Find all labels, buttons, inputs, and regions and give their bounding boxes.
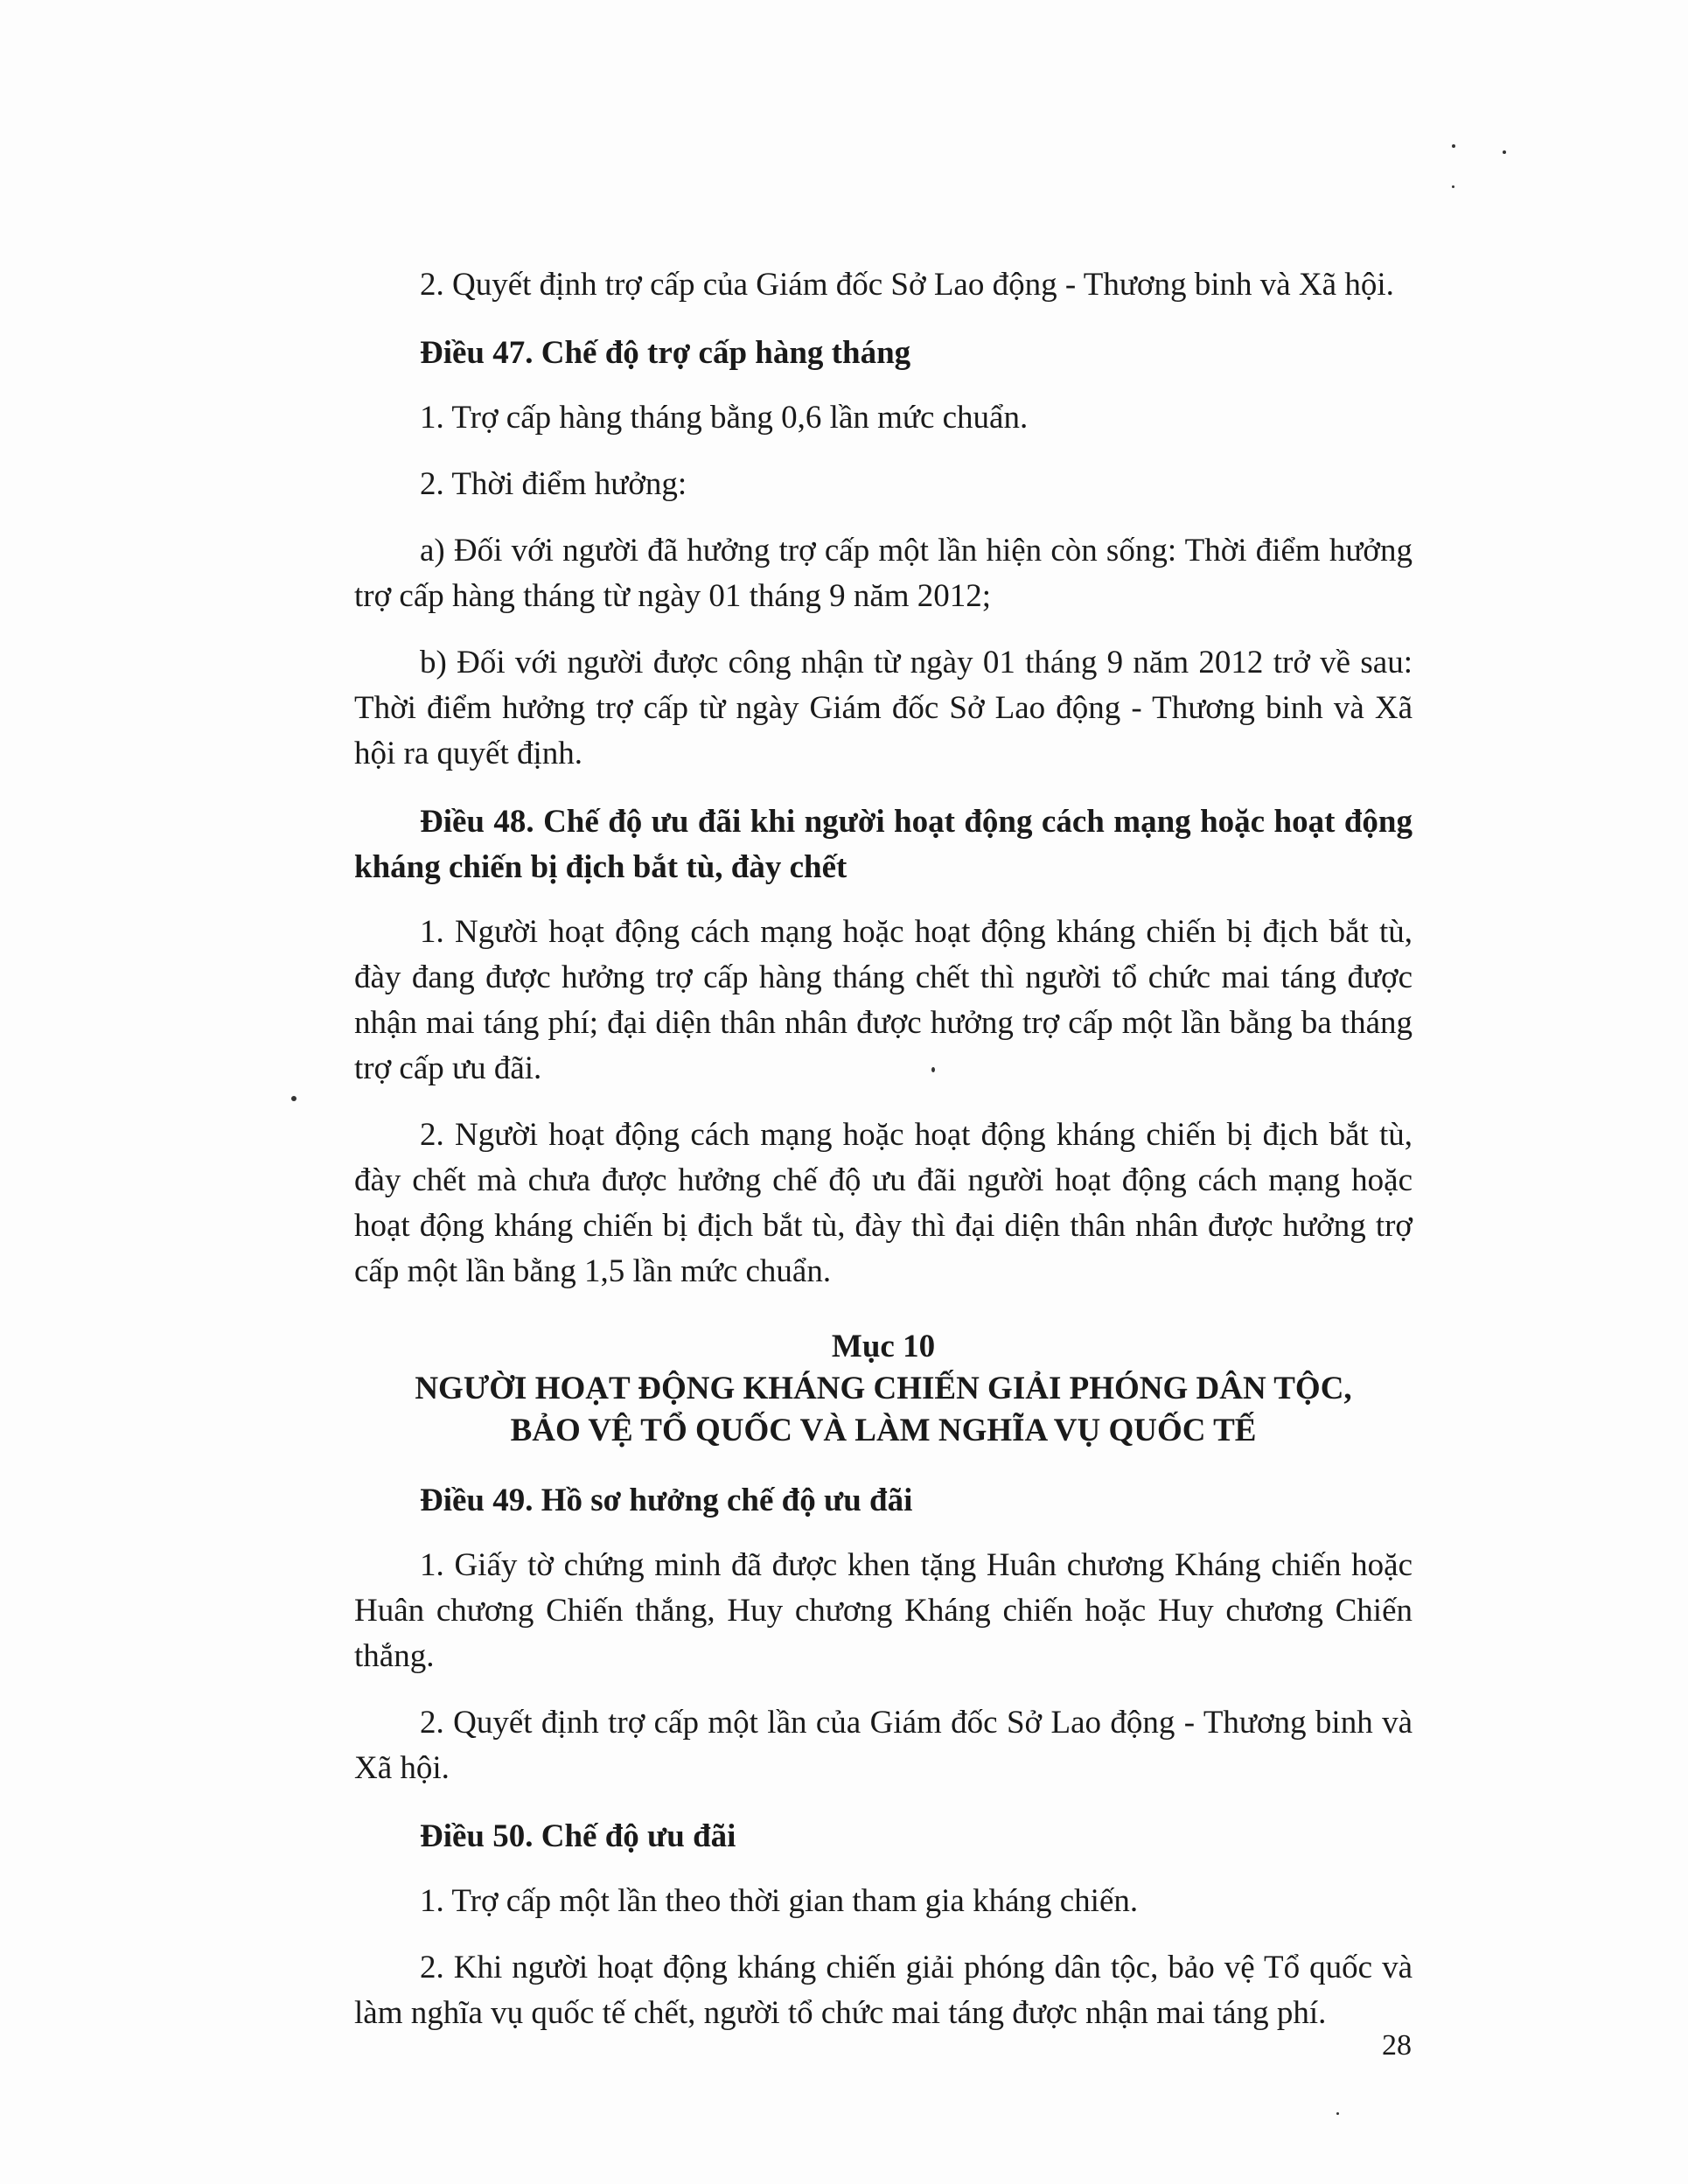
page-number: 28 [1382,2029,1412,2062]
scan-speck [1452,144,1455,148]
document-body [354,262,1412,2057]
article-50-paragraph-1: 1. Trợ cấp một lần theo thời gian tham gia kháng chiến. [420,1883,1139,1919]
scan-speck [1452,185,1454,188]
article-50-heading: Điều 50. Chế độ ưu đãi [420,1818,736,1854]
article-47-paragraph-b: b) Đối với người được công nhận từ ngày 01 tháng 9 năm 2012 trở về sau: Thời điểm hưởng trợ cấp từ ngày Giám đốc Sở Lao động - Thương binh và Xã hội ra quyết định. [354,645,1412,771]
section-title-line-2: BẢO VỆ TỔ QUỐC VÀ LÀM NGHĨA VỤ QUỐC TẾ [510,1413,1257,1448]
paragraph-decision: 2. Quyết định trợ cấp của Giám đốc Sở Lao động - Thương binh và Xã hội. [420,267,1394,303]
article-48-paragraph-1: 1. Người hoạt động cách mạng hoặc hoạt động kháng chiến bị địch bắt tù, đày đang được hưởng trợ cấp hàng tháng chết thì người tổ chức mai táng được nhận mai táng phí; đại diện thân nhân được hưởng trợ cấp một lần bằng ba tháng trợ cấp ưu đãi. [354,914,1412,1086]
section-label: Mục 10 [831,1329,936,1364]
article-50-paragraph-2: 2. Khi người hoạt động kháng chiến giải phóng dân tộc, bảo vệ Tổ quốc và làm nghĩa vụ quốc tế chết, người tổ chức mai táng được nhận mai táng phí. [354,1950,1412,2031]
scan-speck [291,1096,296,1101]
scan-speck [1503,150,1506,154]
article-47-paragraph-a: a) Đối với người đã hưởng trợ cấp một lần hiện còn sống: Thời điểm hưởng trợ cấp hàng tháng từ ngày 01 tháng 9 năm 2012; [354,533,1412,614]
article-47-paragraph-2: 2. Thời điểm hưởng: [420,466,687,502]
article-49-paragraph-2: 2. Quyết định trợ cấp một lần của Giám đốc Sở Lao động - Thương binh và Xã hội. [354,1705,1412,1786]
section-10-title [354,1326,1412,1452]
article-47-heading: Điều 47. Chế độ trợ cấp hàng tháng [420,335,911,371]
section-title-line-1: NGƯỜI HOẠT ĐỘNG KHÁNG CHIẾN GIẢI PHÓNG DÂN TỘC, [415,1371,1352,1406]
article-47-paragraph-1: 1. Trợ cấp hàng tháng bằng 0,6 lần mức chuẩn. [420,400,1029,436]
article-49-heading: Điều 49. Hồ sơ hưởng chế độ ưu đãi [420,1483,913,1518]
article-48-paragraph-2: 2. Người hoạt động cách mạng hoặc hoạt động kháng chiến bị địch bắt tù, đày chết mà chưa được hưởng chế độ ưu đãi người hoạt động cách mạng hoặc hoạt động kháng chiến bị địch bắt tù, đày thì đại diện thân nhân được hưởng trợ cấp một lần bằng 1,5 lần mức chuẩn. [354,1117,1412,1289]
article-48-heading: Điều 48. Chế độ ưu đãi khi người hoạt động cách mạng hoặc hoạt động kháng chiến bị địch bắt tù, đày chết [354,804,1412,885]
scan-speck [1336,2112,1339,2115]
article-49-paragraph-1: 1. Giấy tờ chứng minh đã được khen tặng Huân chương Kháng chiến hoặc Huân chương Chiến thắng, Huy chương Kháng chiến hoặc Huy chương Chiến thắng. [354,1547,1412,1674]
